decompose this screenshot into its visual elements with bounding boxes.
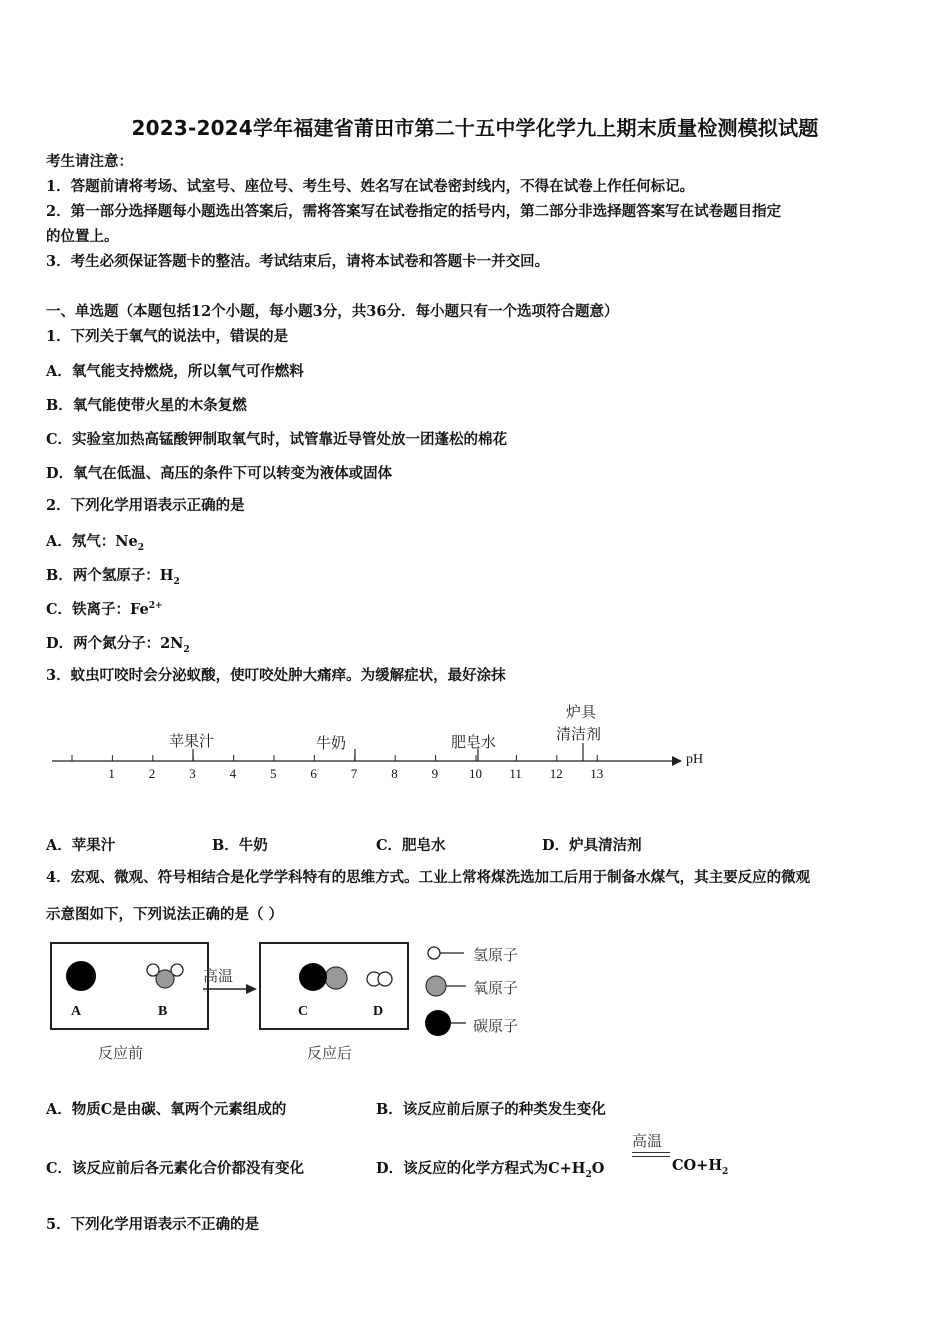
reaction-arrow-head xyxy=(246,984,257,994)
ph-tick-label-3: 3 xyxy=(189,766,196,781)
q2-option-c xyxy=(46,598,163,619)
ph-tick-label-1: 1 xyxy=(108,766,115,781)
page-title: 2023-2024学年福建省莆田市第二十五中学化学九上期末质量检测模拟试题 xyxy=(131,116,819,140)
q1-stem: 1．下列关于氧气的说法中，错误的是 xyxy=(46,328,289,345)
ph-tick-label-4: 4 xyxy=(229,766,237,781)
legend-carbon-label: 碳原子 xyxy=(473,1017,519,1035)
ph-tick-label-10: 10 xyxy=(469,766,482,781)
q4-d-equals-sign xyxy=(632,1152,670,1157)
notice-item-1: 1．答题前请将考场、试室号、座位号、考生号、姓名写在试卷密封线内，不得在试卷上作任何标记。 xyxy=(46,178,695,195)
ph-label-cleaner-2: 清洁剂 xyxy=(556,725,602,743)
legend-oxygen-icon xyxy=(426,976,446,996)
ph-tick-label-6: 6 xyxy=(310,766,317,781)
q3-option-c: C．肥皂水 xyxy=(376,837,446,854)
ph-label-soap: 肥皂水 xyxy=(451,733,497,751)
ph-unit-label: pH xyxy=(686,752,704,767)
label-b: B xyxy=(158,1004,168,1019)
q3-option-d: D．炉具清洁剂 xyxy=(542,837,642,854)
ph-tick-label-13: 13 xyxy=(590,766,604,781)
q4-option-a: A．物质C是由碳、氧两个元素组成的 xyxy=(46,1101,287,1118)
ph-tick-label-11: 11 xyxy=(509,766,522,781)
notice-heading: 考生请注意： xyxy=(46,153,133,170)
q4-d-condition: 高温 xyxy=(632,1134,663,1150)
ph-label-apple: 苹果汁 xyxy=(169,732,215,750)
q1-option-a: A．氧气能支持燃烧，所以氧气可作燃料 xyxy=(46,363,304,380)
q2-option-d xyxy=(46,632,190,655)
ph-axis-arrow xyxy=(672,756,682,766)
q2-option-a xyxy=(46,530,144,553)
q1-option-c: C．实验室加热高锰酸钾制取氧气时，试管靠近导管处放一团蓬松的棉花 xyxy=(46,431,508,448)
q2-d-formula: 2N xyxy=(160,635,184,652)
q2-stem: 2．下列化学用语表示正确的是 xyxy=(46,497,245,514)
q1-option-b: B．氧气能使带火星的木条复燃 xyxy=(46,397,247,414)
q4-option-c: C．该反应前后各元素化合价都没有变化 xyxy=(46,1160,305,1177)
q4-d-post: CO+H xyxy=(672,1157,723,1174)
label-a: A xyxy=(71,1004,82,1019)
q2-a-formula: Ne xyxy=(115,533,138,550)
q4-stem-line2: 示意图如下，下列说法正确的是（ ） xyxy=(46,906,284,923)
ph-tick-label-9: 9 xyxy=(431,766,439,781)
q2-option-b xyxy=(46,564,180,587)
q2-b-sub: 2 xyxy=(173,576,180,587)
q4-option-b: B．该反应前后原子的种类发生变化 xyxy=(376,1101,606,1118)
q2-b-formula: H xyxy=(159,567,174,584)
q4-option-d xyxy=(376,1157,604,1180)
q2-c-sup: 2+ xyxy=(148,601,163,612)
ph-tick-label-12: 12 xyxy=(549,766,563,781)
legend-hydrogen-icon xyxy=(428,947,440,959)
q4-d-sub1: 2 xyxy=(585,1169,592,1180)
q2-a-sub: 2 xyxy=(137,542,144,553)
section-heading: 一、单选题（本题包括12个小题，每小题3分，共36分．每小题只有一个选项符合题意） xyxy=(46,303,619,320)
q4-d-mid: O xyxy=(591,1160,605,1177)
ph-tick-label-7: 7 xyxy=(350,766,358,781)
ph-tick-label-5: 5 xyxy=(270,766,277,781)
after-box xyxy=(259,942,409,1030)
q1-option-d: D．氧气在低温、高压的条件下可以转变为液体或固体 xyxy=(46,465,393,482)
q4-d-text: D．该反应的化学方程式为C+H xyxy=(376,1160,586,1177)
ph-label-cleaner-1: 炉具 xyxy=(566,703,597,721)
q2-b-label: B．两个氢原子： xyxy=(46,567,160,584)
q4-d-products xyxy=(672,1157,728,1177)
legend-carbon-icon xyxy=(425,1010,451,1036)
q2-c-label: C．铁离子： xyxy=(46,601,131,618)
caption-before: 反应前 xyxy=(98,1044,144,1062)
label-d: D xyxy=(373,1004,384,1019)
ph-tick-label-8: 8 xyxy=(391,766,398,781)
q3-option-b: B．牛奶 xyxy=(212,837,268,854)
q2-d-sub: 2 xyxy=(183,644,190,655)
reaction-condition: 高温 xyxy=(203,967,234,985)
notice-item-2b: 的位置上。 xyxy=(46,228,119,245)
legend-oxygen-label: 氧原子 xyxy=(473,979,519,997)
q4-stem-line1: 4．宏观、微观、符号相结合是化学学科特有的思维方式。工业上常将煤洗选加工后用于制备水煤气，其主要反应的微观 xyxy=(46,869,811,886)
notice-item-3: 3．考生必须保证答题卡的整洁。考试结束后，请将本试卷和答题卡一并交回。 xyxy=(46,253,550,270)
ph-tick-label-2: 2 xyxy=(148,766,156,781)
q2-c-formula: Fe xyxy=(130,601,149,618)
caption-after: 反应后 xyxy=(307,1044,353,1062)
ph-label-milk: 牛奶 xyxy=(316,734,347,752)
q3-option-a: A．苹果汁 xyxy=(46,837,116,854)
legend-hydrogen-label: 氢原子 xyxy=(473,946,519,964)
q2-a-label: A．氖气： xyxy=(46,533,116,550)
q5-stem: 5．下列化学用语表示不正确的是 xyxy=(46,1216,260,1233)
q4-d-sub2: 2 xyxy=(722,1166,729,1177)
notice-item-2a: 2．第一部分选择题每小题选出答案后，需将答案写在试卷指定的括号内，第二部分非选择题答案写在试卷题目指定 xyxy=(46,203,782,220)
q2-d-label: D．两个氮分子： xyxy=(46,635,161,652)
q3-stem: 3．蚊虫叮咬时会分泌蚁酸，使叮咬处肿大痛痒。为缓解症状，最好涂抹 xyxy=(46,667,506,684)
label-c: C xyxy=(298,1004,309,1019)
